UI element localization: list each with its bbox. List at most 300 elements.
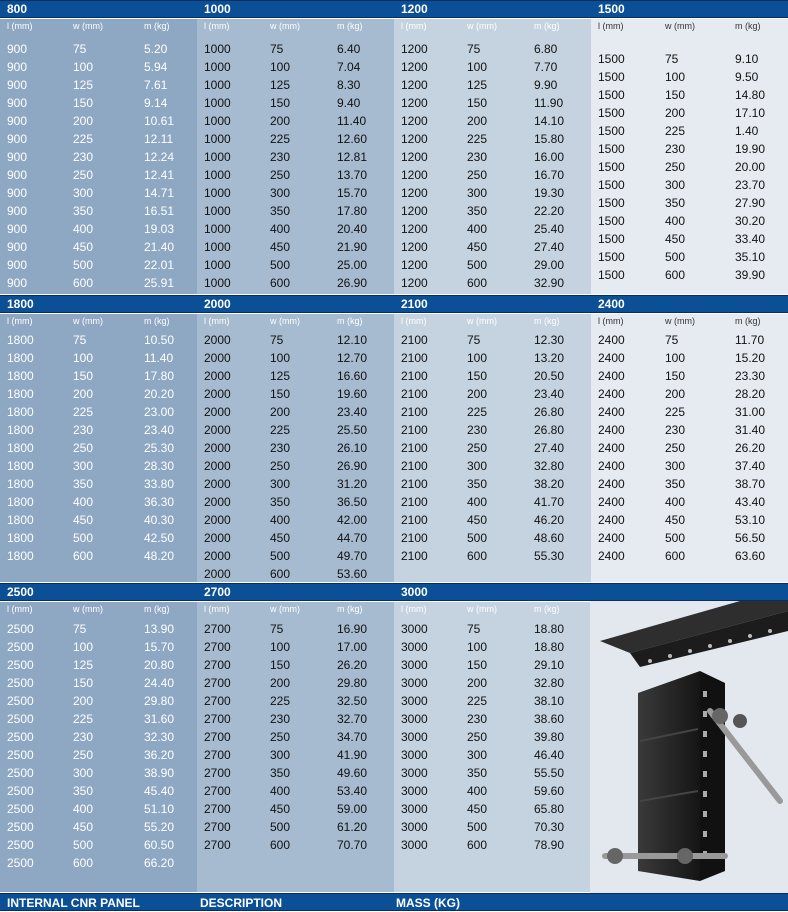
cell-width: 350 — [467, 766, 488, 780]
cell-length: 3000 — [401, 676, 428, 690]
table-row — [0, 746, 197, 764]
cell-width: 230 — [270, 150, 291, 164]
cell-mass: 16.00 — [534, 150, 565, 164]
cell-mass: 65.80 — [534, 802, 565, 816]
cell-width: 225 — [270, 423, 291, 437]
cell-length: 2000 — [204, 333, 231, 347]
cell-length: 2100 — [401, 549, 428, 563]
cell-length: 2500 — [7, 748, 34, 762]
cell-width: 400 — [270, 222, 291, 236]
cell-length: 2400 — [598, 549, 625, 563]
panel-title-2400: 2400 — [598, 297, 625, 311]
header-length: l (mm) — [204, 316, 230, 326]
cell-mass: 15.70 — [337, 186, 368, 200]
cell-width: 250 — [467, 730, 488, 744]
table-row — [0, 818, 197, 836]
cell-mass: 31.00 — [735, 405, 766, 419]
header-mass: m (kg) — [534, 316, 560, 326]
cell-length: 3000 — [401, 658, 428, 672]
cell-width: 200 — [665, 106, 686, 120]
table-row — [0, 854, 197, 872]
cell-mass: 29.10 — [534, 658, 565, 672]
cell-length: 900 — [7, 186, 28, 200]
cell-width: 200 — [665, 387, 686, 401]
cell-width: 300 — [467, 186, 488, 200]
table-row — [394, 674, 591, 692]
cell-mass: 51.10 — [144, 802, 175, 816]
panel-title-3000: 3000 — [401, 585, 428, 599]
cell-width: 75 — [467, 333, 481, 347]
cell-width: 100 — [270, 640, 291, 654]
table-row — [591, 194, 788, 212]
cell-mass: 36.50 — [337, 495, 368, 509]
table-row — [0, 166, 197, 184]
cell-width: 450 — [270, 802, 291, 816]
table-row — [197, 475, 394, 493]
panel-2400 — [591, 314, 788, 582]
panel-1000 — [197, 19, 394, 294]
table-row — [0, 620, 197, 638]
table-row — [394, 547, 591, 565]
table-row — [0, 256, 197, 274]
cell-mass: 19.90 — [735, 142, 766, 156]
table-row — [197, 331, 394, 349]
cell-mass: 26.90 — [337, 276, 368, 290]
cell-length: 1800 — [7, 531, 34, 545]
cell-width: 75 — [665, 333, 679, 347]
cell-length: 900 — [7, 60, 28, 74]
section-band-3 — [0, 583, 788, 601]
cell-length: 900 — [7, 132, 28, 146]
table-row — [197, 385, 394, 403]
table-row — [394, 746, 591, 764]
cell-length: 1200 — [401, 276, 428, 290]
cell-width: 450 — [665, 232, 686, 246]
cell-length: 2400 — [598, 477, 625, 491]
cell-width: 350 — [665, 196, 686, 210]
cell-length: 2100 — [401, 387, 428, 401]
table-row — [0, 184, 197, 202]
cell-width: 600 — [73, 276, 94, 290]
cell-length: 2500 — [7, 622, 34, 636]
cell-length: 1500 — [598, 52, 625, 66]
cell-mass: 12.81 — [337, 150, 368, 164]
cell-width: 230 — [270, 441, 291, 455]
cell-width: 225 — [665, 124, 686, 138]
header-mass: m (kg) — [337, 604, 363, 614]
cell-length: 900 — [7, 168, 28, 182]
cell-mass: 39.80 — [534, 730, 565, 744]
cell-length: 1500 — [598, 88, 625, 102]
cell-width: 350 — [467, 477, 488, 491]
cell-mass: 11.40 — [337, 114, 367, 128]
header-mass: m (kg) — [337, 316, 363, 326]
cell-width: 100 — [73, 640, 94, 654]
cell-mass: 7.04 — [337, 60, 361, 74]
cell-width: 350 — [467, 204, 488, 218]
cell-width: 100 — [270, 351, 291, 365]
cell-mass: 5.20 — [144, 42, 168, 56]
data-rows — [0, 331, 197, 565]
table-row — [394, 439, 591, 457]
cell-width: 75 — [73, 42, 87, 56]
table-row — [394, 529, 591, 547]
cell-width: 75 — [467, 622, 481, 636]
cell-width: 350 — [270, 495, 291, 509]
header-width: w (mm) — [467, 21, 497, 31]
data-rows — [197, 331, 394, 582]
header-mass: m (kg) — [735, 21, 761, 31]
table-row — [197, 493, 394, 511]
cell-mass: 27.40 — [534, 240, 565, 254]
table-row — [591, 421, 788, 439]
header-mass: m (kg) — [144, 21, 170, 31]
table-row — [394, 421, 591, 439]
cell-width: 200 — [270, 676, 291, 690]
cell-mass: 37.40 — [735, 459, 766, 473]
section-band-1 — [0, 0, 788, 18]
header-width: w (mm) — [467, 316, 497, 326]
cell-width: 300 — [270, 186, 291, 200]
table-row — [0, 764, 197, 782]
table-row — [0, 274, 197, 292]
cell-mass: 70.30 — [534, 820, 565, 834]
table-row — [0, 148, 197, 166]
cell-width: 450 — [73, 513, 94, 527]
cell-mass: 48.60 — [534, 531, 565, 545]
cell-mass: 23.70 — [735, 178, 766, 192]
cell-length: 1000 — [204, 222, 231, 236]
cell-length: 2400 — [598, 423, 625, 437]
cell-mass: 6.80 — [534, 42, 558, 56]
cell-mass: 28.20 — [735, 387, 766, 401]
cell-mass: 32.80 — [534, 459, 565, 473]
header-mass: m (kg) — [144, 316, 170, 326]
table-row — [394, 40, 591, 58]
column-header-row — [0, 21, 197, 35]
cell-width: 75 — [270, 622, 284, 636]
table-row — [197, 256, 394, 274]
cell-width: 230 — [467, 423, 488, 437]
cell-length: 2000 — [204, 441, 231, 455]
cell-length: 900 — [7, 204, 28, 218]
cell-length: 1500 — [598, 142, 625, 156]
table-row — [0, 638, 197, 656]
cell-length: 1000 — [204, 150, 231, 164]
footer-description: DESCRIPTION — [200, 896, 283, 910]
cell-width: 250 — [467, 168, 488, 182]
panel-title-2000: 2000 — [204, 297, 231, 311]
cell-mass: 9.14 — [144, 96, 168, 110]
cell-width: 230 — [270, 712, 291, 726]
panel-title-800: 800 — [7, 2, 28, 16]
cell-mass: 41.90 — [337, 748, 368, 762]
cell-mass: 63.60 — [735, 549, 766, 563]
table-row — [197, 511, 394, 529]
cell-length: 2700 — [204, 712, 231, 726]
cell-mass: 14.80 — [735, 88, 766, 102]
cell-length: 1200 — [401, 168, 428, 182]
panel-title-1800: 1800 — [7, 297, 34, 311]
table-row — [394, 130, 591, 148]
cell-width: 200 — [73, 694, 94, 708]
cell-width: 400 — [270, 513, 291, 527]
cell-length: 2500 — [7, 658, 34, 672]
cell-mass: 19.30 — [534, 186, 565, 200]
table-row — [394, 475, 591, 493]
cell-width: 300 — [665, 178, 686, 192]
cell-length: 1200 — [401, 78, 428, 92]
cell-mass: 66.20 — [144, 856, 175, 870]
cell-width: 100 — [665, 351, 686, 365]
cell-length: 1000 — [204, 204, 231, 218]
table-row — [197, 836, 394, 854]
table-row — [591, 176, 788, 194]
cell-mass: 59.60 — [534, 784, 565, 798]
cell-mass: 20.00 — [735, 160, 766, 174]
cell-mass: 20.50 — [534, 369, 565, 383]
cell-mass: 23.40 — [337, 405, 368, 419]
panel-3000 — [394, 602, 591, 892]
cell-length: 1800 — [7, 423, 34, 437]
column-header-row — [197, 604, 394, 618]
cell-mass: 17.80 — [144, 369, 175, 383]
cell-width: 300 — [467, 459, 488, 473]
table-row — [0, 692, 197, 710]
cell-width: 125 — [270, 369, 291, 383]
cell-length: 2000 — [204, 531, 231, 545]
cell-mass: 10.50 — [144, 333, 175, 347]
table-row — [394, 148, 591, 166]
cell-mass: 12.24 — [144, 150, 175, 164]
cell-width: 450 — [665, 513, 686, 527]
table-row — [197, 166, 394, 184]
table-row — [591, 158, 788, 176]
cell-width: 230 — [665, 423, 686, 437]
cell-mass: 55.20 — [144, 820, 175, 834]
cell-mass: 26.90 — [337, 459, 368, 473]
data-rows — [197, 620, 394, 854]
cell-mass: 32.70 — [337, 712, 368, 726]
cell-length: 3000 — [401, 820, 428, 834]
cell-width: 600 — [665, 549, 686, 563]
cell-mass: 53.40 — [337, 784, 368, 798]
cell-width: 400 — [73, 495, 94, 509]
cell-width: 600 — [270, 276, 291, 290]
cell-length: 2500 — [7, 856, 34, 870]
header-length: l (mm) — [401, 316, 427, 326]
cell-width: 300 — [270, 477, 291, 491]
cell-mass: 12.10 — [337, 333, 368, 347]
cell-length: 2400 — [598, 531, 625, 545]
cell-mass: 13.70 — [337, 168, 368, 182]
cell-width: 150 — [73, 676, 94, 690]
cell-length: 3000 — [401, 748, 428, 762]
cell-mass: 23.40 — [144, 423, 175, 437]
table-row — [394, 166, 591, 184]
cell-length: 3000 — [401, 712, 428, 726]
cell-length: 2500 — [7, 802, 34, 816]
cell-mass: 9.90 — [534, 78, 558, 92]
table-row — [0, 457, 197, 475]
table-row — [394, 202, 591, 220]
cell-mass: 38.10 — [534, 694, 565, 708]
table-row — [591, 529, 788, 547]
cell-length: 1800 — [7, 459, 34, 473]
cell-width: 250 — [665, 160, 686, 174]
cell-mass: 12.11 — [144, 132, 174, 146]
table-row — [591, 212, 788, 230]
cell-width: 230 — [467, 712, 488, 726]
table-row — [591, 511, 788, 529]
header-width: w (mm) — [270, 604, 300, 614]
cell-length: 1200 — [401, 132, 428, 146]
cell-length: 900 — [7, 276, 28, 290]
cell-length: 2500 — [7, 640, 34, 654]
cell-mass: 70.70 — [337, 838, 368, 852]
table-row — [197, 148, 394, 166]
cell-length: 1800 — [7, 405, 34, 419]
table-row — [394, 511, 591, 529]
cell-length: 2500 — [7, 730, 34, 744]
header-width: w (mm) — [270, 316, 300, 326]
cell-mass: 16.60 — [337, 369, 368, 383]
cell-mass: 25.40 — [534, 222, 565, 236]
panel-title-1200: 1200 — [401, 2, 428, 16]
cell-length: 2700 — [204, 838, 231, 852]
cell-length: 1000 — [204, 258, 231, 272]
cell-width: 100 — [73, 60, 94, 74]
cell-mass: 59.00 — [337, 802, 368, 816]
table-row — [394, 457, 591, 475]
cell-width: 230 — [73, 150, 94, 164]
table-row — [591, 493, 788, 511]
cell-mass: 40.30 — [144, 513, 175, 527]
panel-2500 — [0, 602, 197, 892]
cell-length: 2700 — [204, 694, 231, 708]
data-rows — [197, 40, 394, 292]
cell-length: 2100 — [401, 423, 428, 437]
cell-width: 150 — [665, 369, 686, 383]
cell-width: 225 — [467, 405, 488, 419]
cell-length: 2000 — [204, 387, 231, 401]
column-header-row — [394, 21, 591, 35]
cell-length: 1200 — [401, 42, 428, 56]
cell-width: 100 — [665, 70, 686, 84]
cell-width: 225 — [467, 694, 488, 708]
cell-mass: 16.70 — [534, 168, 565, 182]
cell-mass: 53.60 — [337, 567, 368, 581]
cell-length: 2400 — [598, 495, 625, 509]
cell-length: 1200 — [401, 114, 428, 128]
cell-width: 400 — [467, 222, 488, 236]
cell-length: 2500 — [7, 838, 34, 852]
table-row — [197, 94, 394, 112]
table-row — [394, 94, 591, 112]
cell-length: 2700 — [204, 658, 231, 672]
cell-mass: 36.30 — [144, 495, 175, 509]
cell-mass: 20.20 — [144, 387, 175, 401]
cell-mass: 60.50 — [144, 838, 175, 852]
table-row — [197, 238, 394, 256]
header-width: w (mm) — [665, 21, 695, 31]
cell-mass: 32.90 — [534, 276, 565, 290]
cell-mass: 25.50 — [337, 423, 368, 437]
cell-mass: 13.20 — [534, 351, 565, 365]
cell-width: 300 — [73, 186, 94, 200]
cell-width: 350 — [73, 477, 94, 491]
cell-width: 500 — [73, 258, 94, 272]
cell-mass: 11.70 — [735, 333, 765, 347]
product-image — [590, 601, 788, 893]
cell-width: 225 — [665, 405, 686, 419]
data-rows — [394, 620, 591, 854]
cell-width: 225 — [73, 405, 94, 419]
cell-mass: 33.40 — [735, 232, 766, 246]
cell-mass: 23.40 — [534, 387, 565, 401]
column-header-row — [394, 604, 591, 618]
cell-length: 1200 — [401, 60, 428, 74]
table-row — [197, 692, 394, 710]
cell-length: 2700 — [204, 748, 231, 762]
cell-length: 900 — [7, 150, 28, 164]
header-width: w (mm) — [73, 316, 103, 326]
cell-length: 1800 — [7, 495, 34, 509]
cell-mass: 9.40 — [337, 96, 361, 110]
cell-width: 225 — [467, 132, 488, 146]
cell-mass: 46.40 — [534, 748, 565, 762]
cell-length: 900 — [7, 240, 28, 254]
table-row — [197, 620, 394, 638]
cell-width: 600 — [270, 567, 291, 581]
cell-mass: 38.70 — [735, 477, 766, 491]
cell-mass: 22.20 — [534, 204, 565, 218]
cell-length: 2500 — [7, 694, 34, 708]
cell-width: 200 — [467, 114, 488, 128]
table-row — [394, 692, 591, 710]
cell-width: 400 — [73, 802, 94, 816]
cell-width: 250 — [73, 441, 94, 455]
cell-width: 125 — [73, 658, 94, 672]
cell-width: 500 — [270, 549, 291, 563]
cell-width: 600 — [665, 268, 686, 282]
cell-width: 250 — [270, 459, 291, 473]
header-length: l (mm) — [598, 316, 624, 326]
table-row — [197, 764, 394, 782]
cell-width: 500 — [270, 820, 291, 834]
cell-length: 1500 — [598, 196, 625, 210]
header-length: l (mm) — [7, 604, 33, 614]
table-row — [394, 800, 591, 818]
panel-title-1000: 1000 — [204, 2, 231, 16]
cell-mass: 11.90 — [534, 96, 564, 110]
cell-width: 500 — [73, 531, 94, 545]
table-row — [591, 248, 788, 266]
cell-width: 450 — [467, 513, 488, 527]
cell-mass: 45.40 — [144, 784, 175, 798]
cell-length: 2000 — [204, 477, 231, 491]
cell-length: 2700 — [204, 802, 231, 816]
cell-length: 1500 — [598, 250, 625, 264]
table-row — [0, 800, 197, 818]
cell-mass: 17.80 — [337, 204, 368, 218]
cell-width: 200 — [73, 114, 94, 128]
table-row — [0, 439, 197, 457]
table-row — [0, 238, 197, 256]
cell-length: 1000 — [204, 60, 231, 74]
cell-mass: 9.50 — [735, 70, 759, 84]
table-row — [197, 656, 394, 674]
